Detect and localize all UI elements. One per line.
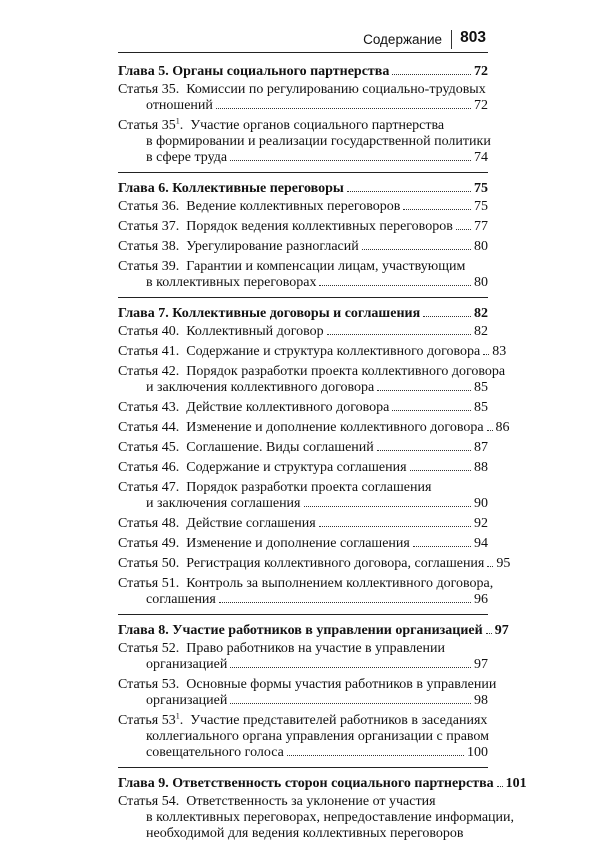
toc-entry[interactable] [118, 259, 488, 291]
entry-line [118, 239, 488, 255]
entry-page-number: 77 [474, 219, 488, 234]
header-page-number: 803 [460, 29, 486, 46]
entry-title-text: соглашения [146, 592, 216, 607]
article-label [118, 219, 186, 235]
entry-line [118, 82, 488, 98]
dot-leader [362, 249, 471, 250]
entry-line [118, 400, 488, 416]
entry-line [118, 496, 488, 512]
toc-entry[interactable] [118, 576, 494, 608]
entry-line [118, 440, 488, 456]
entry-page-number: 80 [474, 239, 488, 254]
entry-line [118, 677, 497, 693]
entry-line [118, 592, 488, 608]
header-separator [451, 30, 452, 49]
entry-title-text: и заключения коллективного договора [146, 380, 375, 395]
article-superscript: 1 [175, 116, 180, 126]
dot-leader [456, 229, 471, 230]
article-number: Статья 52. [118, 641, 180, 656]
entry-page-number: 95 [496, 556, 511, 571]
entry-line [118, 810, 515, 826]
entry-title-text: Содержание и структура соглашения [186, 460, 407, 475]
entry-line [118, 536, 488, 552]
chapter-title: Глава 5. Органы социального партнерства [118, 64, 390, 79]
article-number: Статья 45. [118, 440, 180, 455]
article-label [118, 794, 186, 810]
entry-line [118, 516, 488, 532]
toc-entry[interactable] [118, 344, 507, 360]
article-number: Статья 51. [118, 576, 180, 591]
entry-line [118, 118, 488, 134]
entry-line [118, 364, 506, 380]
entry-line [118, 98, 488, 114]
article-number: Статья 36. [118, 199, 180, 214]
article-number: Статья 40. [118, 324, 180, 339]
entry-line [118, 380, 488, 396]
dot-leader [347, 191, 471, 192]
chapter-title: Глава 7. Коллективные договоры и соглашения [118, 306, 421, 321]
entry-line [118, 275, 488, 291]
entry-line [118, 219, 488, 235]
toc-entry[interactable] [118, 713, 488, 761]
entry-title-text: Ведение коллективных переговоров [186, 199, 401, 214]
toc-entry[interactable] [118, 641, 488, 673]
article-number: Статья 35 [118, 118, 176, 133]
dot-leader [392, 410, 471, 411]
entry-title-text: в сфере труда [146, 150, 228, 165]
toc-entry[interactable] [118, 536, 488, 552]
entry-title-text: в формировании и реализации государственной политики [146, 134, 491, 149]
article-superscript: 1 [175, 711, 180, 721]
entry-line [118, 713, 488, 729]
dot-leader [497, 786, 503, 787]
chapter-divider [118, 172, 488, 173]
article-label [118, 420, 186, 436]
entry-page-number: 82 [474, 324, 488, 339]
entry-title-text: Урегулирование разногласий [186, 239, 359, 254]
toc-entry[interactable] [118, 420, 510, 436]
chapter-title: Глава 9. Ответственность сторон социального партнерства [118, 776, 494, 791]
chapter-page-number: 82 [474, 306, 488, 321]
article-number: Статья 37. [118, 219, 180, 234]
article-number: Статья 54. [118, 794, 180, 809]
entry-title-text: совещательного голоса [146, 745, 284, 760]
entry-line [118, 556, 511, 572]
entry-line [118, 420, 510, 436]
entry-title-text: Коллективный договор [186, 324, 324, 339]
entry-page-number: 85 [474, 380, 488, 395]
entry-page-number: 72 [474, 98, 488, 113]
entry-line [118, 641, 488, 657]
entry-line [118, 657, 488, 673]
entry-page-number: 97 [474, 657, 488, 672]
chapter-heading[interactable] [118, 621, 509, 641]
dot-leader [230, 667, 471, 668]
entry-title-text: необходимой для ведения коллективных переговоров [146, 826, 464, 841]
toc-entry[interactable] [118, 677, 497, 709]
entry-title-text: Изменение и дополнение соглашения [186, 536, 410, 551]
entry-page-number: 86 [495, 420, 510, 435]
dot-leader [410, 470, 471, 471]
entry-page-number: 92 [474, 516, 488, 531]
article-label [118, 576, 186, 592]
article-number: Статья 43. [118, 400, 180, 415]
entry-line [118, 480, 488, 496]
entry-title-text: в коллективных переговорах [146, 275, 317, 290]
chapter-divider [118, 767, 488, 768]
toc-entry[interactable] [118, 400, 488, 416]
article-number: Статья 53 [118, 713, 176, 728]
article-label [118, 460, 186, 476]
entry-title-text: Порядок ведения коллективных переговоров [186, 219, 453, 234]
entry-title-text: Действие соглашения [186, 516, 316, 531]
chapter-page-number: 72 [474, 64, 488, 79]
toc-entry[interactable] [118, 516, 488, 532]
article-label [118, 536, 186, 552]
chapter-divider [118, 297, 488, 298]
entry-title-text: Комиссии по регулированию социально-трудовых [186, 82, 486, 97]
dot-leader [392, 74, 471, 75]
entry-line [118, 794, 488, 810]
article-label: Статья $35^1$. [118, 116, 191, 133]
entry-title-text: Регистрация коллективного договора, соглашения [186, 556, 485, 571]
dot-leader [483, 354, 489, 355]
entry-title-text: отношений [146, 98, 213, 113]
entry-line [118, 693, 488, 709]
entry-title-text: Действие коллективного договора [186, 400, 390, 415]
article-number: Статья 44. [118, 420, 180, 435]
article-number: Статья 48. [118, 516, 180, 531]
chapter-divider [118, 614, 488, 615]
dot-leader [487, 430, 493, 431]
entry-page-number: 94 [474, 536, 488, 551]
chapter-page-number: 75 [474, 181, 488, 196]
article-label [118, 440, 186, 456]
dot-leader [230, 703, 471, 704]
entry-line [118, 460, 488, 476]
chapter-heading[interactable] [118, 304, 488, 324]
chapter-heading[interactable] [118, 774, 527, 794]
toc-entry[interactable] [118, 324, 488, 340]
entry-line [118, 259, 488, 275]
entry-title-text: Право работников на участие в управлении [186, 641, 445, 656]
dot-leader [413, 546, 471, 547]
entry-title-text: организацией [146, 657, 228, 672]
dot-leader [327, 334, 471, 335]
entry-line [118, 576, 494, 592]
article-label [118, 480, 186, 496]
entry-title-text: Порядок разработки проекта коллективного договора [186, 364, 506, 379]
entry-page-number: 74 [474, 150, 488, 165]
chapter-page-number: 97 [494, 623, 509, 638]
entry-page-number: 98 [474, 693, 488, 708]
dot-leader [216, 108, 471, 109]
toc-entry[interactable] [118, 82, 488, 114]
dot-leader [486, 633, 492, 634]
entry-page-number: 80 [474, 275, 488, 290]
toc-entry[interactable] [118, 556, 511, 572]
dot-leader [377, 390, 471, 391]
toc-entry[interactable] [118, 440, 488, 456]
toc-entry[interactable] [118, 794, 515, 842]
article-number: Статья 38. [118, 239, 180, 254]
table-of-contents [118, 60, 527, 846]
entry-title-text: Ответственность за уклонение от участия [186, 794, 436, 809]
article-label [118, 344, 186, 360]
article-number: Статья 47. [118, 480, 180, 495]
dot-leader [287, 755, 464, 756]
entry-line [118, 745, 488, 761]
entry-page-number: 88 [474, 460, 488, 475]
entry-page-number: 85 [474, 400, 488, 415]
article-number: Статья 41. [118, 344, 180, 359]
toc-entry[interactable] [118, 199, 488, 215]
toc-entry[interactable] [118, 116, 491, 166]
entry-line [118, 729, 488, 745]
entry-line [118, 324, 488, 340]
article-label [118, 259, 186, 275]
dot-leader [377, 450, 471, 451]
entry-title-text: коллегиального органа управления организации с правом [146, 729, 490, 744]
entry-line [118, 344, 507, 360]
entry-title-text: Соглашение. Виды соглашений [186, 440, 374, 455]
dot-leader [403, 209, 471, 210]
article-label [118, 364, 186, 380]
entry-title-text: Контроль за выполнением коллективного договора, [186, 576, 494, 591]
article-label [118, 324, 186, 340]
article-label [118, 556, 186, 572]
chapter-title: Глава 6. Коллективные переговоры [118, 181, 344, 196]
entry-title-text: Содержание и структура коллективного договора [186, 344, 481, 359]
dot-leader [487, 566, 493, 567]
entry-page-number: 96 [474, 592, 488, 607]
entry-title-text: Порядок разработки проекта соглашения [186, 480, 432, 495]
article-number: Статья 42. [118, 364, 180, 379]
article-number: Статья 39. [118, 259, 180, 274]
dot-leader [423, 316, 471, 317]
article-label [118, 641, 186, 657]
entry-page-number: 100 [467, 745, 488, 760]
entry-title-text: и заключения соглашения [146, 496, 301, 511]
entry-title-text: Основные формы участия работников в управлении [186, 677, 497, 692]
toc-entry[interactable] [118, 219, 488, 235]
article-label [118, 516, 186, 532]
article-number: Статья 50. [118, 556, 180, 571]
entry-line [118, 150, 488, 166]
chapter-page-number: 101 [505, 776, 527, 791]
header-section-title: Содержание [363, 32, 442, 47]
dot-leader [304, 506, 472, 507]
article-number: Статья 49. [118, 536, 180, 551]
toc-entry[interactable] [118, 239, 488, 255]
entry-title-text: Гарантии и компенсации лицам, участвующим [186, 259, 466, 274]
toc-entry[interactable] [118, 480, 488, 512]
entry-title-text: в коллективных переговорах, непредоставление информации, [146, 810, 515, 825]
article-number: Статья 46. [118, 460, 180, 475]
entry-title-text: Участие органов социального партнерства [190, 118, 445, 133]
article-label [118, 199, 186, 215]
chapter-title: Глава 8. Участие работников в управлении организацией [118, 623, 483, 638]
article-label [118, 677, 186, 693]
article-number: Статья 35. [118, 82, 180, 97]
article-label [118, 239, 186, 255]
entry-title-text: Изменение и дополнение коллективного договора [186, 420, 484, 435]
toc-entry[interactable] [118, 460, 488, 476]
chapter-heading[interactable] [118, 62, 488, 82]
entry-line [118, 134, 491, 150]
article-label [118, 82, 186, 98]
entry-page-number: 87 [474, 440, 488, 455]
page-header [118, 30, 488, 53]
article-number: Статья 53. [118, 677, 180, 692]
entry-line [118, 826, 488, 842]
dot-leader [319, 526, 471, 527]
dot-leader [319, 285, 471, 286]
entry-page-number: 90 [474, 496, 488, 511]
entry-page-number: 75 [474, 199, 488, 214]
article-label [118, 400, 186, 416]
dot-leader [219, 602, 471, 603]
chapter-heading[interactable] [118, 179, 488, 199]
entry-line [118, 199, 488, 215]
article-label: Статья $53^1$. [118, 711, 191, 728]
entry-title-text: организацией [146, 693, 228, 708]
toc-entry[interactable] [118, 364, 506, 396]
dot-leader [230, 160, 471, 161]
entry-title-text: Участие представителей работников в заседаниях [190, 713, 488, 728]
entry-page-number: 83 [492, 344, 507, 359]
